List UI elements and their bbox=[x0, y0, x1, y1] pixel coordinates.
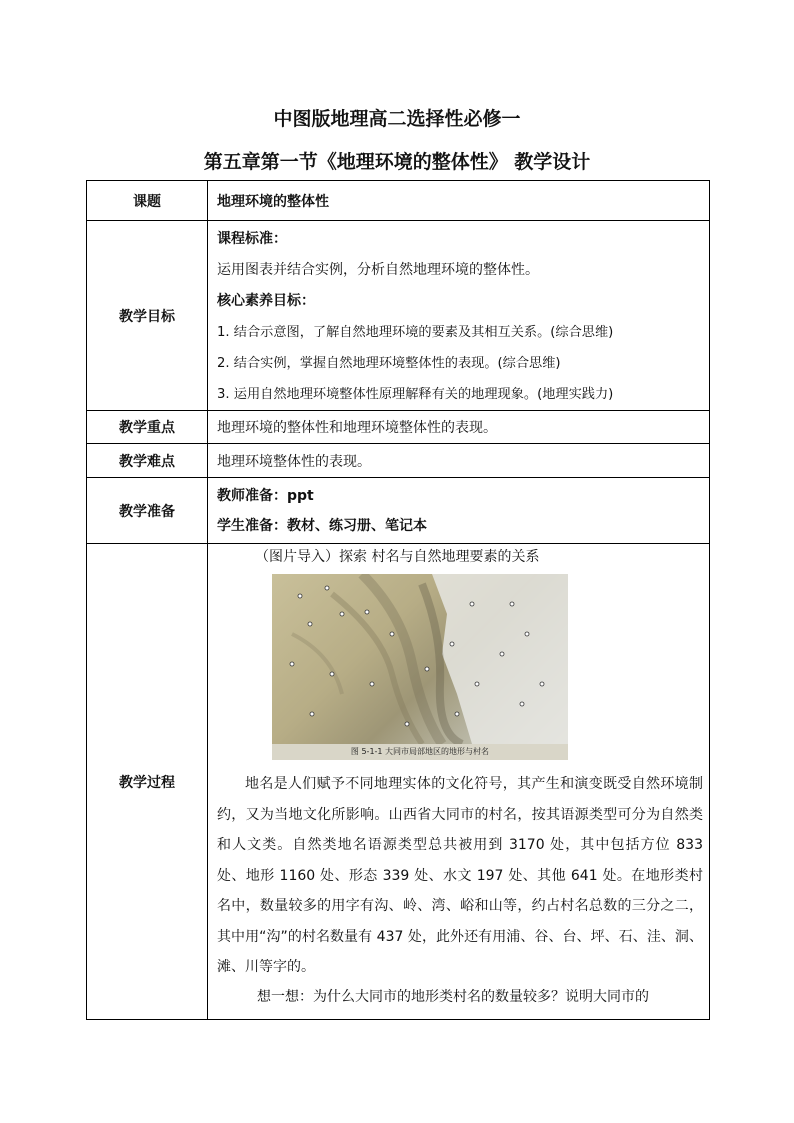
process-intro: （图片导入）探索 村名与自然地理要素的关系 bbox=[255, 549, 540, 565]
teacher-prep: 教师准备：ppt bbox=[217, 487, 314, 504]
doc-subtitle: 第五章第一节《地理环境的整体性》 教学设计 bbox=[203, 151, 591, 173]
row-goals bbox=[87, 221, 710, 411]
goal-item: 2. 结合实例，掌握自然地理环境整体性的表现。(综合思维) bbox=[217, 356, 561, 371]
row-process bbox=[87, 544, 710, 1020]
label-key: 教学重点 bbox=[87, 411, 208, 444]
lesson-plan-table bbox=[86, 180, 710, 1020]
label-difficulty: 教学难点 bbox=[87, 444, 208, 478]
standard-heading: 课程标准： bbox=[217, 231, 287, 247]
row-key bbox=[87, 411, 710, 444]
student-prep: 学生准备：教材、练习册、笔记本 bbox=[217, 517, 427, 534]
terrain-map-image bbox=[272, 574, 568, 760]
topic-value: 地理环境的整体性 bbox=[217, 193, 329, 210]
row-difficulty bbox=[87, 444, 710, 478]
map-caption: 图 5-1-1 大同市局部地区的地形与村名 bbox=[272, 744, 568, 760]
goal-item: 1. 结合示意图，了解自然地理环境的要素及其相互关系。(综合思维) bbox=[217, 325, 614, 340]
core-heading: 核心素养目标： bbox=[217, 293, 315, 309]
label-process: 教学过程 bbox=[87, 544, 208, 1020]
row-prep bbox=[87, 478, 710, 544]
standard-text: 运用图表并结合实例，分析自然地理环境的整体性。 bbox=[217, 262, 539, 278]
label-goals: 教学目标 bbox=[87, 221, 208, 411]
process-paragraph: 地名是人们赋予不同地理实体的文化符号，其产生和演变既受自然环境制约，又为当地文化所影响。山西省大同市的村名，按其语源类型可分为自然类和人文类。自然类地名语源类型总共被用到 3170 处，其中包括方位 833 处、地形 1160 处、形态 339 处、水文 197 处、其他 641 处。在地形类村名中，数量较多的用字有沟、岭、湾、峪和山等，约占村名总数的三分之二，其中用“沟”的村名数量有 437 处，此外还有用浦、谷、台、坪、石、洼、洞、滩、川等字的。 bbox=[217, 776, 703, 975]
label-prep: 教学准备 bbox=[87, 478, 208, 544]
doc-title: 中图版地理高二选择性必修一 bbox=[273, 108, 521, 130]
key-value: 地理环境的整体性和地理环境整体性的表现。 bbox=[208, 411, 710, 444]
process-question: 想一想：为什么大同市的地形类村名的数量较多？说明大同市的 bbox=[257, 988, 649, 1005]
map-terrain-graphic bbox=[272, 574, 568, 760]
difficulty-value: 地理环境整体性的表现。 bbox=[208, 444, 710, 478]
goal-item: 3. 运用自然地理环境整体性原理解释有关的地理现象。(地理实践力) bbox=[217, 387, 614, 402]
row-topic bbox=[87, 181, 710, 221]
label-topic: 课题 bbox=[87, 181, 208, 221]
